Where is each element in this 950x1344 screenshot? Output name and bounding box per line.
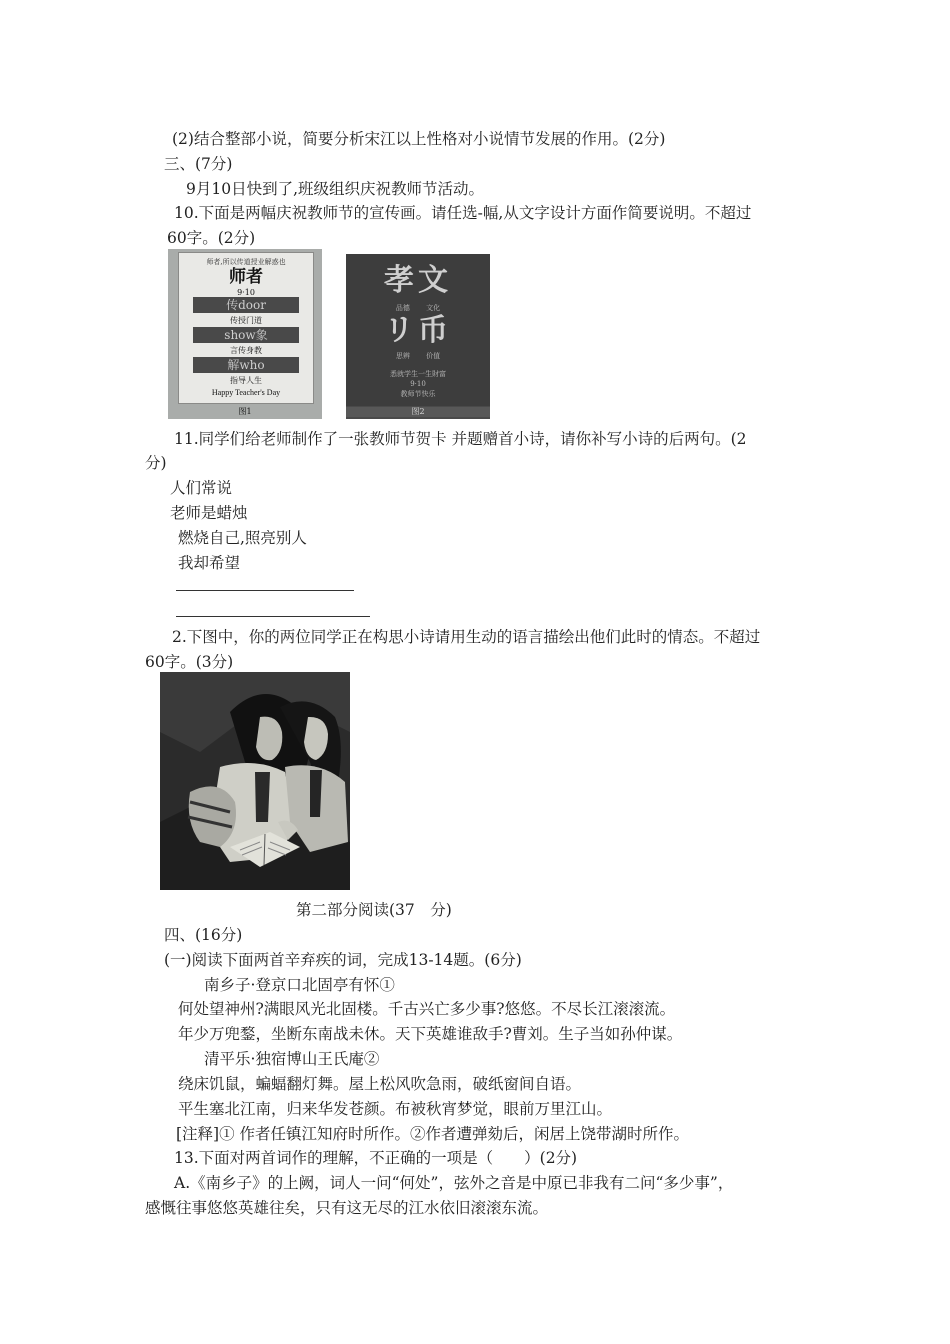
- poster-1-bar-3: 解who: [193, 357, 299, 373]
- poster-2-body: [346, 254, 490, 406]
- question-13: 13.下面对两首词作的理解，不正确的一项是（ ）(2分): [174, 1149, 578, 1167]
- poster-figure-1: [168, 249, 322, 419]
- poem-2-stanza-1: 绕床饥鼠，蝙蝠翻灯舞。屋上松风吹急雨，破纸窗间自语。: [178, 1075, 582, 1093]
- section-3-heading: 三、(7分): [164, 155, 233, 173]
- section-4-heading: 四、(16分): [164, 926, 243, 944]
- poster-2-chars-top: 孝文: [384, 263, 452, 298]
- poster-1-sub-1: 传授门道: [230, 316, 262, 325]
- poster-1-title: 师者: [229, 267, 263, 287]
- question-10: 10.下面是两幅庆祝教师节的宣传画。请任选-幅,从文字设计方面作简要说明。不超过: [174, 204, 752, 222]
- poem-2-stanza-2: 平生塞北江南，归来华发苍颜。布被秋宵梦觉，眼前万里江山。: [178, 1100, 613, 1118]
- option-a-cont: 感慨往事悠悠英雄往矣，只有这无尽的江水依旧滚滚东流。: [145, 1199, 549, 1217]
- option-a: A.《南乡子》的上阙，词人一问“何处”，弦外之音是中原已非我有二问“多少事”，: [174, 1174, 734, 1192]
- question-10-cont: 60字。(2分): [167, 229, 256, 247]
- poem-1-title: 南乡子·登京口北固亭有怀①: [204, 976, 395, 994]
- poster-2-line-2: 教师节快乐: [400, 390, 436, 398]
- painting-two-students: [160, 672, 350, 890]
- poem-line-4: 我却希望: [178, 554, 241, 572]
- poem-1-stanza-1: 何处望神州?满眼风光北固楼。千古兴亡多少事?悠悠。不尽长江滚滚流。: [178, 1000, 676, 1018]
- poem-line-2: 老师是蜡烛: [170, 504, 248, 522]
- poster-1-date: 9·10: [237, 288, 255, 297]
- answer-blank-2[interactable]: [176, 616, 370, 617]
- poster-1-caption: 图1: [238, 407, 252, 416]
- poster-figure-2: [346, 254, 490, 419]
- poster-1-bar-2: show象: [193, 327, 299, 343]
- poster-1-sub-3: 指导人生: [230, 376, 262, 385]
- poem-line-1: 人们常说: [170, 479, 233, 497]
- poster-2-labels-top: 品德 文化: [395, 304, 441, 312]
- question-12-cont: 60字。(3分): [145, 653, 234, 671]
- poster-2-labels-bottom: 思辨 价值: [395, 352, 441, 360]
- poster-2-line-1: 悉就学生一生財富: [390, 370, 446, 378]
- poster-2-date: 9·10: [410, 380, 426, 388]
- poster-2-chars-bottom: リ币: [384, 313, 452, 348]
- poster-1-header: 师者,所以传道授业解惑也: [206, 258, 286, 266]
- poster-1-card: [178, 252, 314, 404]
- activity-intro: 9月10日快到了,班级组织庆祝教师节活动。: [186, 180, 485, 198]
- annotation-note: [注释]① 作者任镇江知府时所作。②作者遭弹劾后，闲居上饶带湖时所作。: [176, 1125, 690, 1143]
- poem-line-3: 燃烧自己,照亮别人: [178, 529, 307, 547]
- poster-1-footer: Happy Teacher's Day: [211, 388, 281, 397]
- question-12: 2.下图中，你的两位同学正在构思小诗请用生动的语言描绘出他们此时的情态。不超过: [172, 628, 761, 646]
- painting-illustration: [160, 672, 350, 890]
- reading-instruction: (一)阅读下面两首辛弃疾的词，完成13-14题。(6分): [164, 951, 522, 969]
- poster-1-bar-1: 传door: [193, 297, 299, 313]
- poem-2-title: 清平乐·独宿博山王氏庵②: [204, 1050, 380, 1068]
- part-2-heading: 第二部分阅读(37 分): [296, 901, 452, 919]
- question-9-2: (2)结合整部小说，简要分析宋江以上性格对小说情节发展的作用。(2分): [172, 130, 666, 148]
- answer-blank-1[interactable]: [176, 590, 354, 591]
- poem-1-stanza-2: 年少万兜鍪，坐断东南战未休。天下英雄谁敌手?曹刘。生子当如孙仲谋。: [178, 1025, 683, 1043]
- question-11-cont: 分): [145, 454, 167, 472]
- poster-2-caption: 图2: [346, 407, 490, 417]
- question-11: 11.同学们给老师制作了一张教师节贺卡 并题赠首小诗，请你补写小诗的后两句。(2: [174, 430, 747, 448]
- poster-1-sub-2: 言传身教: [230, 346, 262, 355]
